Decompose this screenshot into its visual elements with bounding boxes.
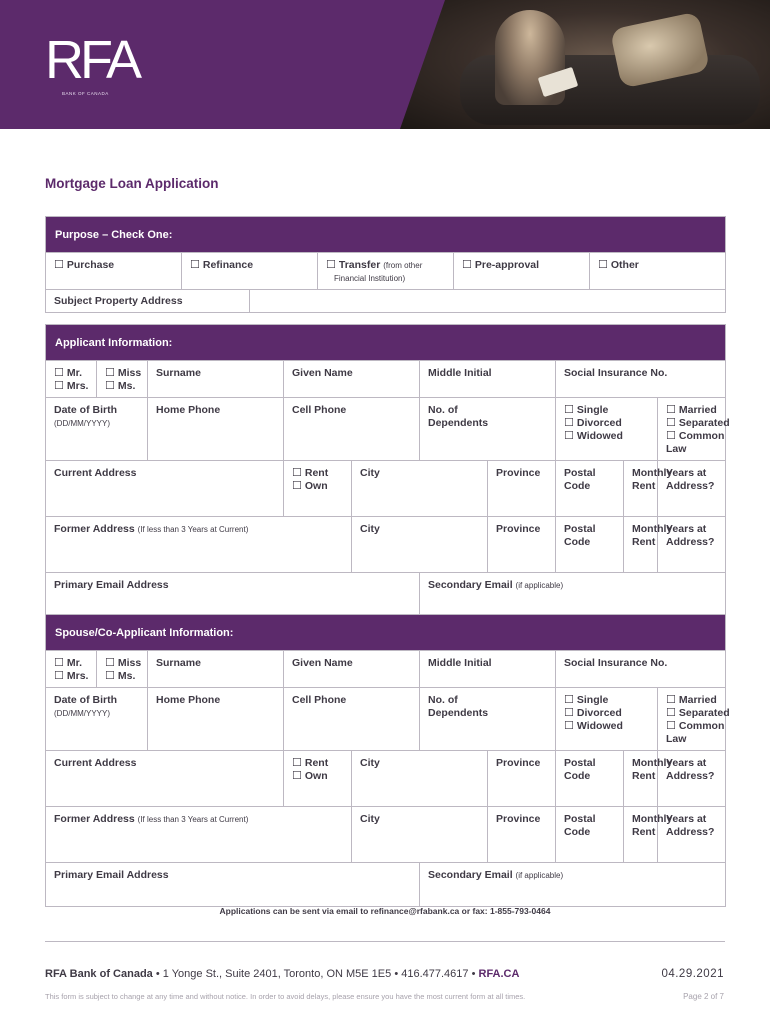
logo-subtitle: BANK OF CANADA (62, 91, 109, 96)
co-middle-initial-field[interactable]: Middle Initial (420, 651, 556, 688)
former-city-field[interactable]: City (352, 517, 488, 573)
header-photo (400, 0, 770, 129)
purpose-table (45, 216, 726, 313)
co-dob-field[interactable]: Date of Birth (DD/MM/YYYY) (46, 688, 148, 751)
footer-website-link[interactable]: RFA.CA (478, 968, 520, 980)
former-monthly-rent-field[interactable]: Monthly Rent (624, 517, 658, 573)
footer-company: RFA Bank of Canada (45, 968, 153, 980)
co-sin-field[interactable]: Social Insurance No. (556, 651, 726, 688)
co-marital-status-group-2[interactable]: ☐ Married ☐ Separated ☐ Common Law (658, 688, 726, 751)
footer-address: 1 Yonge St., Suite 2401, Toronto, ON M5E 1E5 (162, 968, 392, 980)
footer-phone: 416.477.4617 (401, 968, 469, 980)
applicant-header: Applicant Information: (46, 325, 726, 361)
former-years-at-address-field[interactable]: Years at Address? (658, 517, 726, 573)
co-cell-phone-field[interactable]: Cell Phone (284, 688, 420, 751)
coapplicant-table (45, 614, 730, 907)
co-given-name-field[interactable]: Given Name (284, 651, 420, 688)
former-postal-code-field[interactable]: Postal Code (556, 517, 624, 573)
co-title-mr-mrs[interactable]: ☐ Mr. ☐ Mrs. (46, 651, 97, 688)
subject-property-field[interactable] (250, 290, 726, 313)
co-secondary-email-field[interactable]: Secondary Email (if applicable) (420, 863, 726, 907)
co-title-miss-ms[interactable]: ☐ Miss ☐ Ms. (97, 651, 148, 688)
page-number: Page 2 of 7 (683, 992, 724, 1001)
co-surname-field[interactable]: Surname (148, 651, 284, 688)
purpose-transfer-checkbox[interactable]: ☐ Transfer (from other Financial Institution) (318, 253, 454, 290)
province-field[interactable]: Province (488, 461, 556, 517)
secondary-email-field[interactable]: Secondary Email (if applicable) (420, 573, 726, 617)
purpose-refinance-checkbox[interactable]: ☐ Refinance (182, 253, 318, 290)
co-city-field[interactable]: City (352, 751, 488, 807)
subject-property-label: Subject Property Address (46, 290, 250, 313)
rfa-logo: RFA (45, 30, 139, 90)
header-banner (0, 0, 770, 129)
home-phone-field[interactable]: Home Phone (148, 398, 284, 461)
co-former-city-field[interactable]: City (352, 807, 488, 863)
title-mr-mrs[interactable]: ☐ Mr. ☐ Mrs. (46, 361, 97, 398)
co-current-address-field[interactable]: Current Address (46, 751, 284, 807)
co-dependents-field[interactable]: No. of Dependents (420, 688, 556, 751)
surname-field[interactable]: Surname (148, 361, 284, 398)
dependents-field[interactable]: No. of Dependents (420, 398, 556, 461)
co-marital-status-group-1[interactable]: ☐ Single ☐ Divorced ☐ Widowed (556, 688, 658, 751)
co-rent-own-checkbox[interactable]: ☐ Rent ☐ Own (284, 751, 352, 807)
applicant-table (45, 324, 730, 617)
co-home-phone-field[interactable]: Home Phone (148, 688, 284, 751)
purpose-header: Purpose – Check One: (46, 217, 726, 253)
marital-status-group-1[interactable]: ☐ Single ☐ Divorced ☐ Widowed (556, 398, 658, 461)
current-address-field[interactable]: Current Address (46, 461, 284, 517)
form-date: 04.29.2021 (661, 968, 724, 980)
former-province-field[interactable]: Province (488, 517, 556, 573)
co-former-monthly-rent-field[interactable]: Monthly Rent (624, 807, 658, 863)
co-years-at-address-field[interactable]: Years at Address? (658, 751, 726, 807)
years-at-address-field[interactable]: Years at Address? (658, 461, 726, 517)
cell-phone-field[interactable]: Cell Phone (284, 398, 420, 461)
co-former-address-field[interactable]: Former Address (If less than 3 Years at Current) (46, 807, 352, 863)
middle-initial-field[interactable]: Middle Initial (420, 361, 556, 398)
city-field[interactable]: City (352, 461, 488, 517)
purpose-other-checkbox[interactable]: ☐ Other (590, 253, 726, 290)
purpose-preapproval-checkbox[interactable]: ☐ Pre-approval (454, 253, 590, 290)
coapplicant-header: Spouse/Co-Applicant Information: (46, 615, 726, 651)
co-monthly-rent-field[interactable]: Monthly Rent (624, 751, 658, 807)
footer-divider (45, 941, 725, 942)
co-province-field[interactable]: Province (488, 751, 556, 807)
monthly-rent-field[interactable]: Monthly Rent (624, 461, 658, 517)
rent-own-checkbox[interactable]: ☐ Rent ☐ Own (284, 461, 352, 517)
purpose-purchase-checkbox[interactable]: ☐ Purchase (46, 253, 182, 290)
co-former-years-at-address-field[interactable]: Years at Address? (658, 807, 726, 863)
title-miss-ms[interactable]: ☐ Miss ☐ Ms. (97, 361, 148, 398)
postal-code-field[interactable]: Postal Code (556, 461, 624, 517)
co-former-province-field[interactable]: Province (488, 807, 556, 863)
footer-contact: RFA Bank of Canada • 1 Yonge St., Suite 2401, Toronto, ON M5E 1E5 • 416.477.4617 • RFA.CA (45, 968, 520, 980)
co-primary-email-field[interactable]: Primary Email Address (46, 863, 420, 907)
primary-email-field[interactable]: Primary Email Address (46, 573, 420, 617)
footer-disclaimer: This form is subject to change at any time and without notice. In order to avoid delays, please ensure you have the most current form at all times. (45, 992, 526, 1001)
co-postal-code-field[interactable]: Postal Code (556, 751, 624, 807)
co-former-postal-code-field[interactable]: Postal Code (556, 807, 624, 863)
page-title: Mortgage Loan Application (45, 176, 219, 191)
marital-status-group-2[interactable]: ☐ Married ☐ Separated ☐ Common Law (658, 398, 726, 461)
application-submission-note: Applications can be sent via email to refinance@rfabank.ca or fax: 1-855-793-0464 (219, 906, 551, 916)
former-address-field[interactable]: Former Address (If less than 3 Years at Current) (46, 517, 352, 573)
sin-field[interactable]: Social Insurance No. (556, 361, 726, 398)
dob-field[interactable]: Date of Birth (DD/MM/YYYY) (46, 398, 148, 461)
given-name-field[interactable]: Given Name (284, 361, 420, 398)
